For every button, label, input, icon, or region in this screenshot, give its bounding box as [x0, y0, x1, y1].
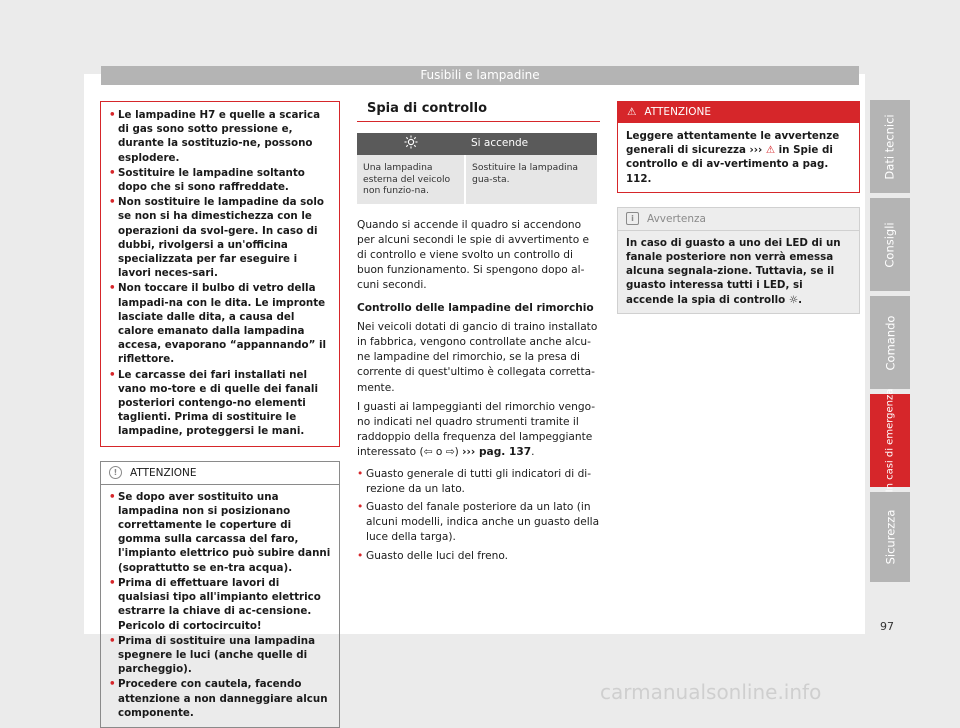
- tab-sicurezza[interactable]: [870, 492, 910, 582]
- tab-label: In casi di emergenza: [884, 388, 896, 493]
- section-title: Spia di controllo: [357, 100, 600, 122]
- list-item: • Guasto delle luci del freno.: [357, 549, 600, 564]
- middle-column: [357, 100, 600, 565]
- attention-header: [618, 101, 859, 123]
- paragraph: Nei veicoli dotati di gancio di traino installato in fabbrica, vengono controllate anche alcu-ne lampadine del rimorchio, se la presa di corrente di quest'ultimo è collegata corretta-mente.: [357, 320, 598, 394]
- list-item: • Non toccare il bulbo di vetro della lampadi-na con le dita. Le impronte lasciate dalle dita, a causa del calore emanato dalla lampadina accesa, evaporano “appannando” il riflettore.: [109, 281, 331, 366]
- warning-list: [109, 108, 331, 439]
- info-icon: i: [626, 212, 639, 225]
- table-header-icon-cell: [357, 133, 465, 155]
- tab-label: Dati tecnici: [883, 113, 898, 180]
- list-item: • Prima di sostituire una lampadina spegnere le luci (anche quelle di parcheggio).: [109, 634, 331, 677]
- indicator-table: [357, 133, 597, 204]
- list-item: • Guasto generale di tutti gli indicatori di di-rezione da un lato.: [357, 467, 600, 497]
- left-column: [100, 101, 340, 728]
- bulb-indicator-icon: [404, 135, 418, 149]
- list-item: • Sostituire le lampadine soltanto dopo che si sono raffreddate.: [109, 166, 331, 194]
- list-item: • Non sostituire le lampadine da solo se non si ha dimestichezza con le operazioni da svol-gere. In caso di dubbi, rivolgersi a un'officina specializzata per far eseguire i lavori neces-sari.: [109, 195, 331, 280]
- tab-label: Comando: [883, 315, 898, 370]
- list-item: • Guasto del fanale posteriore da un lato (in alcuni modelli, indica anche un guasto della luce della targa).: [357, 500, 600, 546]
- note-title: Avvertenza: [647, 212, 706, 225]
- attention-text-part: in Spie di controllo e di av-vertimento a pag. 112.: [626, 144, 833, 185]
- note-box: [617, 207, 860, 314]
- tab-label: Consigli: [883, 221, 898, 268]
- warning-triangle-icon: ⚠: [765, 144, 776, 157]
- tab-label: Sicurezza: [883, 509, 897, 565]
- paragraph-text: o: [435, 446, 443, 459]
- attention-box-right: [617, 101, 860, 193]
- paragraph: I guasti ai lampeggianti del rimorchio vengo-no indicati nel quadro strumenti tramite il raddoppio della frequenza del lampeggiante interessato (⇦ o ⇨) ››› pag. 137.: [357, 400, 596, 459]
- attention-list: [109, 490, 331, 720]
- table-cell: Sostituire la lampadina gua-sta.: [465, 155, 597, 204]
- mid-bullet-list: [357, 467, 600, 564]
- list-item: • Le lampadine H7 e quelle a scarica di gas sono sotto pressione e, durante la sostituzio-ne, possono esplodere.: [109, 108, 331, 165]
- bulb-indicator-icon: ☼: [788, 293, 799, 306]
- list-item: • Le carcasse dei fari installati nel vano mo-tore e di quelle dei fanali posteriori contengo-no elementi taglienti. Prima di sostituire le lampadine, proteggersi le mani.: [109, 368, 331, 439]
- page-header: Fusibili e lampadine: [101, 66, 859, 85]
- tab-dati-tecnici[interactable]: [870, 100, 910, 193]
- right-column: [617, 101, 860, 314]
- divider: [618, 230, 859, 231]
- warning-triangle-icon: ⚠: [627, 105, 637, 118]
- note-text: In caso di guasto a uno dei LED di un fanale posteriore non verrà emessa alcuna segnala-zione. Tuttavia, se il guasto interessa tutti i LED, si accende la spia di controllo ☼.: [626, 236, 841, 306]
- subheading: Controllo delle lampadine del rimorchio: [357, 301, 594, 314]
- note-text-part: In caso di guasto a uno dei LED di un fanale posteriore non verrà emessa alcuna segnala-zione. Tuttavia, se il guasto interessa tutti i LED, si accende la spia di controllo: [626, 236, 841, 306]
- tab-comando[interactable]: [870, 296, 910, 389]
- tab-consigli[interactable]: [870, 198, 910, 291]
- attention-header: [109, 462, 331, 484]
- attention-text: [626, 129, 851, 186]
- tab-in-casi-di-emergenza[interactable]: [870, 388, 910, 493]
- attention-title: ATTENZIONE: [130, 466, 197, 479]
- table-cell: Una lampadina esterna del veicolo non funzio-na.: [357, 155, 465, 204]
- divider: [101, 484, 339, 485]
- body-text: [357, 218, 600, 564]
- list-item: • Prima di effettuare lavori di qualsiasi tipo all'impianto elettrico estrarre la chiave di ac-censione. Pericolo di cortocircuito!: [109, 576, 331, 633]
- page-reference-link[interactable]: ››› pag. 137: [462, 446, 532, 459]
- arrow-right-icon: ⇨: [445, 446, 455, 459]
- attention-text-part: Leggere attentamente le avvertenze generali di sicurezza ›››: [626, 130, 840, 157]
- exclamation-circle-icon: !: [109, 466, 122, 479]
- attention-title: ATTENZIONE: [644, 105, 711, 118]
- attention-box-left: [100, 461, 340, 728]
- warning-box-left: [100, 101, 340, 447]
- list-item: • Procedere con cautela, facendo attenzione a non danneggiare alcun componente.: [109, 677, 331, 720]
- page-number: 97: [880, 620, 894, 633]
- paragraph: Quando si accende il quadro si accendono per alcuni secondi le spie di avvertimento e di controllo e viene svolto un controllo di buon funzionamento. Si spengono dopo al-cuni secondi.: [357, 218, 590, 292]
- table-header-label: Si accende: [465, 133, 597, 155]
- note-header: [626, 208, 851, 230]
- watermark: carmanualsonline.info: [600, 680, 822, 704]
- list-item: • Se dopo aver sostituito una lampadina non si posizionano correttamente le coperture di gomma sulla carcassa del faro, l'impianto elettrico può subire danni (soprattutto se en-tra acqua).: [109, 490, 331, 575]
- arrow-left-icon: ⇦: [423, 446, 433, 459]
- paragraph-text: I guasti ai lampeggianti del rimorchio vengo-no indicati nel quadro strumenti tramite il raddoppio della frequenza del lampeggiante interessato (: [357, 400, 596, 459]
